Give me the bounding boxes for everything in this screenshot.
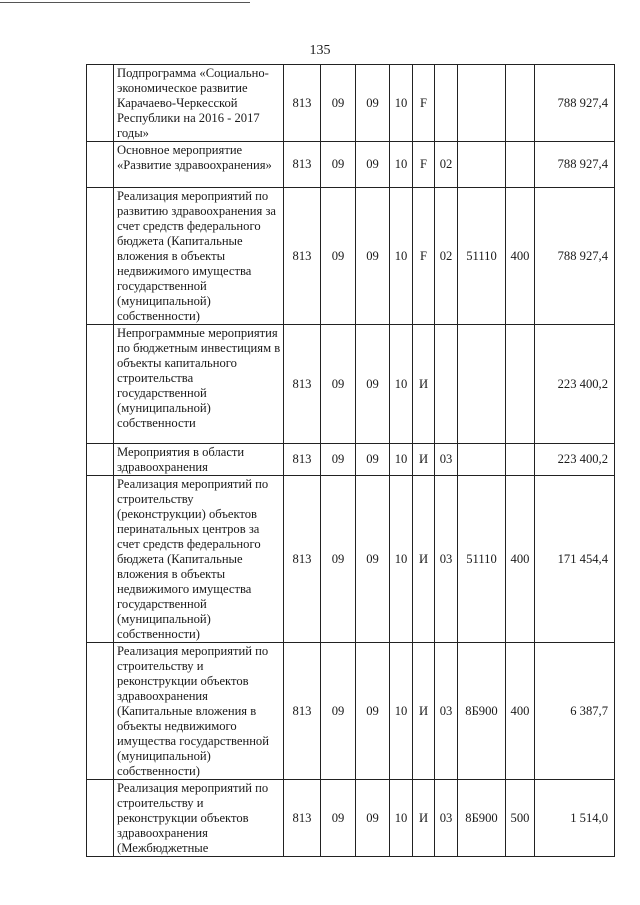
program-code: 10 [390,65,413,142]
program-code: 10 [390,476,413,643]
row-number-cell [87,325,114,444]
amount: 223 400,2 [535,325,615,444]
subprogram-code: F [413,188,435,325]
budget-table [86,64,615,857]
program-code: 10 [390,188,413,325]
expense-type-code [506,325,535,444]
section-code: 09 [321,325,356,444]
section-code: 09 [321,65,356,142]
direction-code [458,325,506,444]
activity-code [435,325,458,444]
table-row [87,444,615,476]
subsection-code: 09 [356,65,390,142]
section-code: 09 [321,444,356,476]
subsection-code: 09 [356,444,390,476]
section-code: 09 [321,780,356,857]
subsection-code: 09 [356,476,390,643]
row-name: Непрограммные мероприятия по бюджетным инвестициям в объекты капитального строительства государственной (муниципальной) собственности [114,325,284,444]
activity-code [435,65,458,142]
direction-code: 8Б900 [458,780,506,857]
expense-type-code: 400 [506,188,535,325]
ministry-code: 813 [284,476,321,643]
direction-code [458,444,506,476]
subsection-code: 09 [356,188,390,325]
program-code: 10 [390,142,413,188]
ministry-code: 813 [284,188,321,325]
activity-code: 03 [435,780,458,857]
subsection-code: 09 [356,643,390,780]
amount: 223 400,2 [535,444,615,476]
ministry-code: 813 [284,65,321,142]
ministry-code: 813 [284,325,321,444]
table-row [87,325,615,444]
table-row [87,476,615,643]
expense-type-code [506,65,535,142]
subsection-code: 09 [356,325,390,444]
row-name: Реализация мероприятий по строительству (реконструкции) объектов перинатальных центров за счет средств федерального бюджета (Капитальные вложения в объекты недвижимого имущества государственной (муниципальной) собственности) [114,476,284,643]
subprogram-code: И [413,444,435,476]
row-number-cell [87,65,114,142]
section-code: 09 [321,188,356,325]
expense-type-code: 400 [506,643,535,780]
subprogram-code: И [413,325,435,444]
activity-code: 03 [435,444,458,476]
direction-code: 8Б900 [458,643,506,780]
row-name: Реализация мероприятий по строительству и реконструкции объектов здравоохранения (Межбюджетные [114,780,284,857]
subprogram-code: И [413,643,435,780]
table-row [87,188,615,325]
section-code: 09 [321,643,356,780]
program-code: 10 [390,325,413,444]
ministry-code: 813 [284,780,321,857]
row-number-cell [87,780,114,857]
activity-code: 03 [435,643,458,780]
row-number-cell [87,643,114,780]
table-row [87,142,615,188]
direction-code: 51110 [458,188,506,325]
expense-type-code: 400 [506,476,535,643]
subprogram-code: И [413,476,435,643]
subprogram-code: И [413,780,435,857]
expense-type-code [506,142,535,188]
subsection-code: 09 [356,780,390,857]
subsection-code: 09 [356,142,390,188]
direction-code [458,142,506,188]
activity-code: 03 [435,476,458,643]
amount: 788 927,4 [535,65,615,142]
table-row [87,643,615,780]
row-number-cell [87,476,114,643]
direction-code: 51110 [458,476,506,643]
page-number: 135 [309,43,331,58]
amount: 6 387,7 [535,643,615,780]
expense-type-code [506,444,535,476]
row-number-cell [87,444,114,476]
amount: 788 927,4 [535,188,615,325]
program-code: 10 [390,444,413,476]
program-code: 10 [390,643,413,780]
amount: 1 514,0 [535,780,615,857]
expense-type-code: 500 [506,780,535,857]
activity-code: 02 [435,188,458,325]
ministry-code: 813 [284,643,321,780]
row-name: Мероприятия в области здравоохранения [114,444,284,476]
amount: 788 927,4 [535,142,615,188]
activity-code: 02 [435,142,458,188]
header-rule [0,2,250,3]
row-number-cell [87,142,114,188]
amount: 171 454,4 [535,476,615,643]
row-name: Реализация мероприятий по развитию здравоохранения за счет средств федерального бюджета (Капитальные вложения в объекты недвижимого имущества государственной (муниципальной) собственности) [114,188,284,325]
row-name: Основное мероприятие «Развитие здравоохранения» [114,142,284,188]
subprogram-code: F [413,142,435,188]
section-code: 09 [321,476,356,643]
direction-code [458,65,506,142]
row-name: Реализация мероприятий по строительству и реконструкции объектов здравоохранения (Капитальные вложения в объекты недвижимого имущества государственной (муниципальной) собственности) [114,643,284,780]
row-number-cell [87,188,114,325]
row-name: Подпрограмма «Социально-экономическое развитие Карачаево-Черкесской Республики на 2016 - 2017 годы» [114,65,284,142]
table-row [87,780,615,857]
program-code: 10 [390,780,413,857]
ministry-code: 813 [284,142,321,188]
ministry-code: 813 [284,444,321,476]
section-code: 09 [321,142,356,188]
subprogram-code: F [413,65,435,142]
table-row [87,65,615,142]
